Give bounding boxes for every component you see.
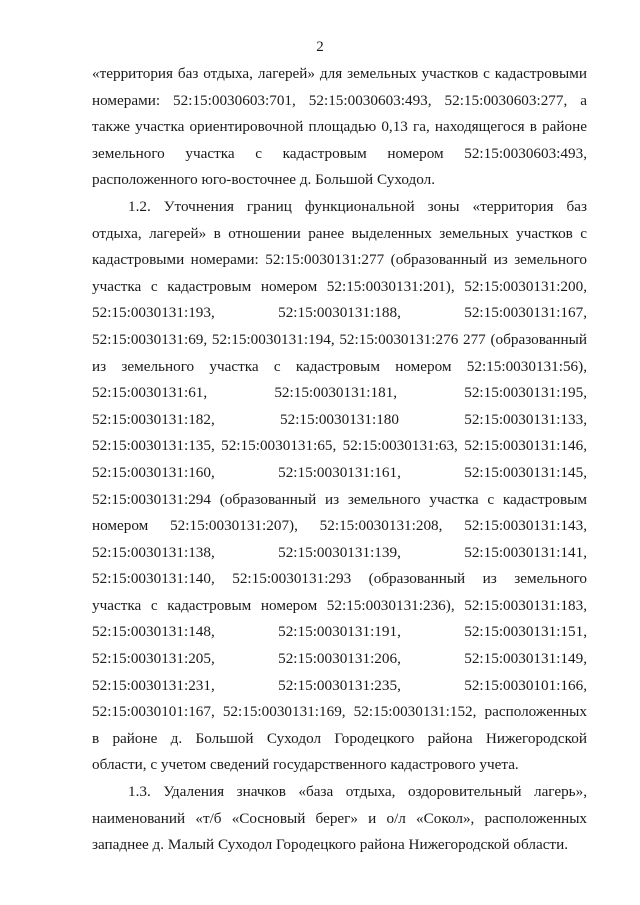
text-line: земельного участка с кадастровым номером 52:15:0030603:493, [92, 144, 587, 162]
text-line: 52:15:0030131:148, 52:15:0030131:191, 52:15:0030131:151, [92, 623, 587, 641]
text-line: 52:15:0030131:182, 52:15:0030131:180 52:15:0030131:133, [92, 410, 587, 428]
text-line: 52:15:0030131:61, 52:15:0030131:181, 52:15:0030131:195, [92, 384, 587, 402]
text-line: области, с учетом сведений государственного кадастрового учета. [92, 756, 519, 774]
text-line: участка с кадастровым номером 52:15:0030131:201), 52:15:0030131:200, [92, 277, 587, 295]
text-line: 52:15:0030131:69, 52:15:0030131:194, 52:15:0030131:276 277 (образованный [92, 330, 587, 348]
text-line: номерами: 52:15:0030603:701, 52:15:0030603:493, 52:15:0030603:277, а [92, 91, 587, 109]
text-line: 52:15:0030131:294 (образованный из земельного участка с кадастровым [92, 490, 587, 508]
text-line: в районе д. Большой Суходол Городецкого района Нижегородской [92, 729, 587, 747]
text-line: из земельного участка с кадастровым номером 52:15:0030131:56), [92, 357, 587, 375]
text-line: 52:15:0030131:205, 52:15:0030131:206, 52:15:0030131:149, [92, 650, 587, 668]
text-line: также участка ориентировочной площадью 0,13 га, находящегося в районе [92, 118, 587, 136]
text-line: наименований «т/б «Сосновый берег» и о/л «Сокол», расположенных [92, 809, 587, 827]
document-body [92, 61, 587, 859]
text-line: 52:15:0030131:160, 52:15:0030131:161, 52:15:0030131:145, [92, 463, 587, 481]
text-line: 52:15:0030131:231, 52:15:0030131:235, 52:15:0030101:166, [92, 676, 587, 694]
text-line: 52:15:0030131:140, 52:15:0030131:293 (образованный из земельного [92, 570, 587, 588]
text-line: кадастровыми номерами: 52:15:0030131:277 (образованный из земельного [92, 251, 587, 269]
page-number: 2 [316, 39, 324, 55]
text-line: отдыха, лагерей» в отношении ранее выделенных земельных участков с [92, 224, 587, 242]
text-line: 52:15:0030131:138, 52:15:0030131:139, 52:15:0030131:141, [92, 543, 587, 561]
text-line: участка с кадастровым номером 52:15:0030131:236), 52:15:0030131:183, [92, 596, 587, 614]
text-line: «территория баз отдыха, лагерей» для земельных участков с кадастровыми [92, 65, 587, 82]
text-line: 1.2. Уточнения границ функциональной зоны «территория баз [128, 197, 587, 215]
text-line: 52:15:0030101:167, 52:15:0030131:169, 52:15:0030131:152, расположенных [92, 703, 587, 721]
text-line: западнее д. Малый Суходол Городецкого района Нижегородской области. [92, 836, 568, 854]
text-line: расположенного юго-восточнее д. Большой Суходол. [92, 171, 435, 189]
text-line: 52:15:0030131:193, 52:15:0030131:188, 52:15:0030131:167, [92, 304, 587, 322]
text-line: 1.3. Удаления значков «база отдыха, оздоровительный лагерь», [128, 783, 587, 801]
text-line: 52:15:0030131:135, 52:15:0030131:65, 52:15:0030131:63, 52:15:0030131:146, [92, 437, 587, 455]
text-line: номером 52:15:0030131:207), 52:15:0030131:208, 52:15:0030131:143, [92, 517, 587, 535]
